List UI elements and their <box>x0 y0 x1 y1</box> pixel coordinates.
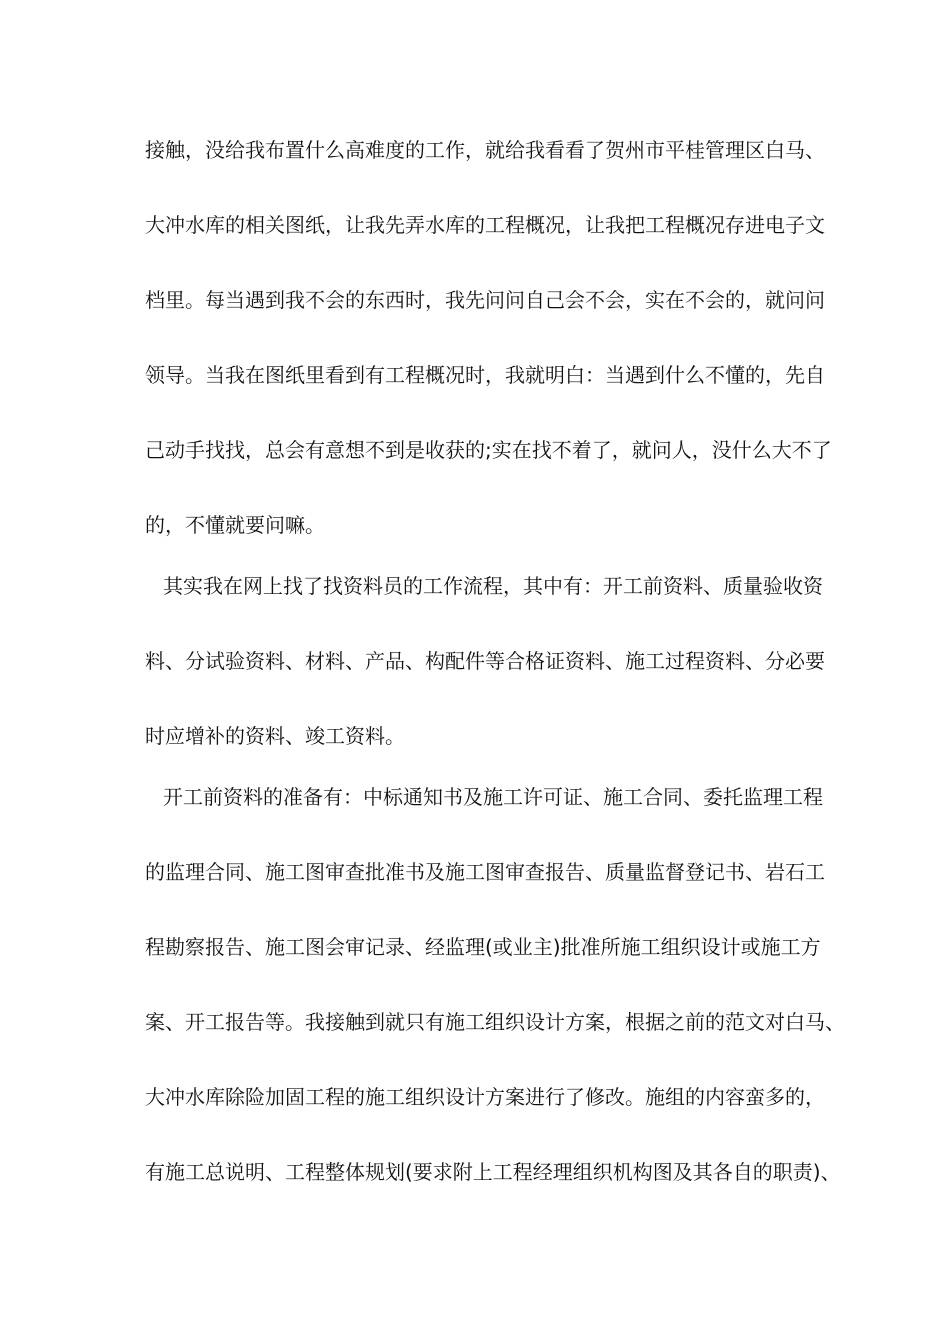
text-line: 案、开工报告等。我接触到就只有施工组织设计方案，根据之前的范文对白马、 <box>145 1010 845 1034</box>
text-line: 大冲水库除险加固工程的施工组织设计方案进行了修改。施组的内容蛮多的， <box>145 1085 825 1109</box>
text-line: 接触，没给我布置什么高难度的工作，就给我看看了贺州市平桂管理区白马、 <box>145 138 825 162</box>
text-line: 有施工总说明、工程整体规划(要求附上工程经理组织机构图及其各自的职责)、 <box>145 1160 841 1184</box>
text-line: 程勘察报告、施工图会审记录、经监理(或业主)批准所施工组织设计或施工方 <box>145 935 821 959</box>
text-line: 时应增补的资料、竣工资料。 <box>145 724 405 748</box>
text-line: 的监理合同、施工图审查批准书及施工图审查报告、质量监督登记书、岩石工 <box>145 860 825 884</box>
text-line: 己动手找找，总会有意想不到是收获的;实在找不着了，就问人，没什么大不了 <box>145 438 832 462</box>
paragraph-first-line: 其实我在网上找了找资料员的工作流程，其中有：开工前资料、质量验收资 <box>163 574 823 598</box>
text-line: 领导。当我在图纸里看到有工程概况时，我就明白：当遇到什么不懂的，先自 <box>145 363 825 387</box>
text-line: 的，不懂就要问嘛。 <box>145 513 325 537</box>
text-line: 大冲水库的相关图纸，让我先弄水库的工程概况，让我把工程概况存进电子文 <box>145 213 825 237</box>
paragraph-first-line: 开工前资料的准备有：中标通知书及施工许可证、施工合同、委托监理工程 <box>163 785 823 809</box>
text-line: 料、分试验资料、材料、产品、构配件等合格证资料、施工过程资料、分必要 <box>145 649 825 673</box>
text-line: 档里。每当遇到我不会的东西时，我先问问自己会不会，实在不会的，就问问 <box>145 288 825 312</box>
